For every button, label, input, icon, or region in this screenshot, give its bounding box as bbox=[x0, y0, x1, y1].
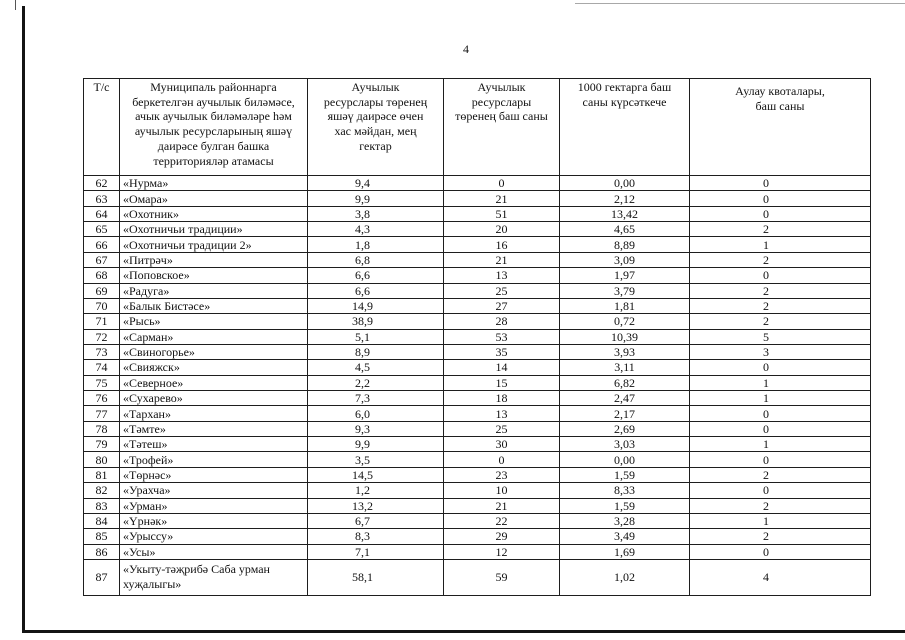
quota-cell: 0 bbox=[690, 421, 871, 436]
header-population-count: Аучылык ресурслары төренең баш саны bbox=[444, 79, 560, 176]
header-territory-name: Муниципаль районнарга беркетелгән аучылык биләмәсе, ачык аучылык биләмәләре һәм аучылык ресурсларының яшәү даирәсе булган башка территорияләр атамасы bbox=[120, 79, 308, 176]
habitat-area-cell: 9,4 bbox=[308, 176, 444, 191]
density-cell: 0,00 bbox=[560, 452, 690, 467]
quota-cell: 2 bbox=[690, 498, 871, 513]
density-cell: 8,33 bbox=[560, 483, 690, 498]
habitat-area-cell: 3,5 bbox=[308, 452, 444, 467]
table-header-row bbox=[84, 79, 871, 176]
quota-cell: 1 bbox=[690, 437, 871, 452]
density-cell: 3,03 bbox=[560, 437, 690, 452]
quota-cell: 2 bbox=[690, 529, 871, 544]
population-count-cell: 23 bbox=[444, 467, 560, 482]
table-row bbox=[84, 498, 871, 513]
quota-cell: 1 bbox=[690, 391, 871, 406]
territory-name-cell: «Свияжск» bbox=[120, 360, 308, 375]
habitat-area-cell: 8,9 bbox=[308, 344, 444, 359]
territory-name-cell: «Омара» bbox=[120, 191, 308, 206]
territory-name-cell: «Үрнәк» bbox=[120, 513, 308, 528]
habitat-area-cell: 2,2 bbox=[308, 375, 444, 390]
habitat-area-cell: 6,6 bbox=[308, 268, 444, 283]
header-density: 1000 гектарга баш саны күрсәткече bbox=[560, 79, 690, 176]
row-number-cell: 78 bbox=[84, 421, 120, 436]
density-cell: 1,69 bbox=[560, 544, 690, 559]
population-count-cell: 20 bbox=[444, 222, 560, 237]
density-cell: 0,00 bbox=[560, 176, 690, 191]
territory-name-cell: «Төрнәс» bbox=[120, 467, 308, 482]
quota-cell: 0 bbox=[690, 206, 871, 221]
territory-name-cell: «Нурма» bbox=[120, 176, 308, 191]
habitat-area-cell: 6,6 bbox=[308, 283, 444, 298]
row-number-cell: 73 bbox=[84, 344, 120, 359]
table-row bbox=[84, 406, 871, 421]
scan-edge-top bbox=[575, 3, 905, 4]
quota-cell: 2 bbox=[690, 298, 871, 313]
density-cell: 3,11 bbox=[560, 360, 690, 375]
territory-name-cell: «Трофей» bbox=[120, 452, 308, 467]
quota-cell: 1 bbox=[690, 375, 871, 390]
table-row bbox=[84, 467, 871, 482]
row-number-cell: 87 bbox=[84, 559, 120, 595]
header-habitat-area: Аучылык ресурслары төренең яшәү даирәсе өчен хас мәйдан, мең гектар bbox=[308, 79, 444, 176]
density-cell: 4,65 bbox=[560, 222, 690, 237]
territory-name-cell: «Северное» bbox=[120, 375, 308, 390]
quota-cell: 2 bbox=[690, 467, 871, 482]
scan-edge-bottom bbox=[22, 630, 905, 633]
territory-name-cell: «Радуга» bbox=[120, 283, 308, 298]
row-number-cell: 80 bbox=[84, 452, 120, 467]
table-row bbox=[84, 544, 871, 559]
population-count-cell: 21 bbox=[444, 498, 560, 513]
density-cell: 2,17 bbox=[560, 406, 690, 421]
quota-cell: 0 bbox=[690, 483, 871, 498]
habitat-area-cell: 6,0 bbox=[308, 406, 444, 421]
table-row bbox=[84, 268, 871, 283]
habitat-area-cell: 7,1 bbox=[308, 544, 444, 559]
row-number-cell: 85 bbox=[84, 529, 120, 544]
habitat-area-cell: 3,8 bbox=[308, 206, 444, 221]
territory-name-cell: «Тәтеш» bbox=[120, 437, 308, 452]
table-row bbox=[84, 191, 871, 206]
header-number: Т/с bbox=[84, 79, 120, 176]
table-row bbox=[84, 222, 871, 237]
territory-name-cell: «Урыссу» bbox=[120, 529, 308, 544]
table-row bbox=[84, 314, 871, 329]
habitat-area-cell: 13,2 bbox=[308, 498, 444, 513]
density-cell: 0,72 bbox=[560, 314, 690, 329]
quota-cell: 3 bbox=[690, 344, 871, 359]
habitat-area-cell: 14,9 bbox=[308, 298, 444, 313]
row-number-cell: 79 bbox=[84, 437, 120, 452]
habitat-area-cell: 14,5 bbox=[308, 467, 444, 482]
quota-cell: 1 bbox=[690, 237, 871, 252]
habitat-area-cell: 8,3 bbox=[308, 529, 444, 544]
population-count-cell: 12 bbox=[444, 544, 560, 559]
quota-cell: 0 bbox=[690, 191, 871, 206]
quota-cell: 1 bbox=[690, 513, 871, 528]
row-number-cell: 75 bbox=[84, 375, 120, 390]
row-number-cell: 72 bbox=[84, 329, 120, 344]
territory-name-cell: «Охотничьи традиции 2» bbox=[120, 237, 308, 252]
territory-name-cell: «Сарман» bbox=[120, 329, 308, 344]
density-cell: 13,42 bbox=[560, 206, 690, 221]
habitat-area-cell: 1,8 bbox=[308, 237, 444, 252]
table-row bbox=[84, 360, 871, 375]
density-cell: 3,28 bbox=[560, 513, 690, 528]
territory-name-cell: «Свиногорье» bbox=[120, 344, 308, 359]
population-count-cell: 30 bbox=[444, 437, 560, 452]
quota-cell: 2 bbox=[690, 252, 871, 267]
quota-cell: 4 bbox=[690, 559, 871, 595]
population-count-cell: 10 bbox=[444, 483, 560, 498]
scan-edge-mark bbox=[15, 0, 16, 10]
table-row bbox=[84, 176, 871, 191]
habitat-area-cell: 9,9 bbox=[308, 191, 444, 206]
density-cell: 3,09 bbox=[560, 252, 690, 267]
row-number-cell: 70 bbox=[84, 298, 120, 313]
population-count-cell: 14 bbox=[444, 360, 560, 375]
hunting-quota-table bbox=[83, 78, 871, 596]
quota-cell: 0 bbox=[690, 360, 871, 375]
quota-cell: 2 bbox=[690, 314, 871, 329]
table-row bbox=[84, 483, 871, 498]
territory-name-cell: «Урахча» bbox=[120, 483, 308, 498]
quota-cell: 5 bbox=[690, 329, 871, 344]
density-cell: 6,82 bbox=[560, 375, 690, 390]
density-cell: 2,12 bbox=[560, 191, 690, 206]
population-count-cell: 29 bbox=[444, 529, 560, 544]
table-row bbox=[84, 452, 871, 467]
population-count-cell: 53 bbox=[444, 329, 560, 344]
table-row bbox=[84, 375, 871, 390]
territory-name-cell: «Рысь» bbox=[120, 314, 308, 329]
quota-cell: 2 bbox=[690, 222, 871, 237]
density-cell: 10,39 bbox=[560, 329, 690, 344]
row-number-cell: 66 bbox=[84, 237, 120, 252]
table-row bbox=[84, 529, 871, 544]
scan-edge-left bbox=[22, 6, 25, 633]
row-number-cell: 74 bbox=[84, 360, 120, 375]
table-row bbox=[84, 206, 871, 221]
table-row bbox=[84, 329, 871, 344]
habitat-area-cell: 4,3 bbox=[308, 222, 444, 237]
population-count-cell: 13 bbox=[444, 406, 560, 421]
table-row bbox=[84, 559, 871, 595]
table-row bbox=[84, 344, 871, 359]
population-count-cell: 22 bbox=[444, 513, 560, 528]
population-count-cell: 21 bbox=[444, 252, 560, 267]
population-count-cell: 59 bbox=[444, 559, 560, 595]
density-cell: 1,97 bbox=[560, 268, 690, 283]
row-number-cell: 62 bbox=[84, 176, 120, 191]
table-row bbox=[84, 421, 871, 436]
population-count-cell: 25 bbox=[444, 421, 560, 436]
territory-name-cell: «Укыту-тәҗрибә Саба урман хуҗалыгы» bbox=[120, 559, 308, 595]
population-count-cell: 35 bbox=[444, 344, 560, 359]
population-count-cell: 21 bbox=[444, 191, 560, 206]
page-number: 4 bbox=[463, 42, 469, 56]
territory-name-cell: «Тархан» bbox=[120, 406, 308, 421]
row-number-cell: 64 bbox=[84, 206, 120, 221]
territory-name-cell: «Охотничьи традиции» bbox=[120, 222, 308, 237]
territory-name-cell: «Тәмте» bbox=[120, 421, 308, 436]
row-number-cell: 69 bbox=[84, 283, 120, 298]
density-cell: 1,02 bbox=[560, 559, 690, 595]
habitat-area-cell: 38,9 bbox=[308, 314, 444, 329]
table-row bbox=[84, 513, 871, 528]
habitat-area-cell: 5,1 bbox=[308, 329, 444, 344]
density-cell: 3,93 bbox=[560, 344, 690, 359]
table-row bbox=[84, 252, 871, 267]
table-row bbox=[84, 298, 871, 313]
territory-name-cell: «Охотник» bbox=[120, 206, 308, 221]
row-number-cell: 83 bbox=[84, 498, 120, 513]
row-number-cell: 76 bbox=[84, 391, 120, 406]
header-quota: Аулау квоталары, баш саны bbox=[690, 79, 871, 176]
row-number-cell: 65 bbox=[84, 222, 120, 237]
row-number-cell: 63 bbox=[84, 191, 120, 206]
population-count-cell: 16 bbox=[444, 237, 560, 252]
territory-name-cell: «Сухарево» bbox=[120, 391, 308, 406]
row-number-cell: 82 bbox=[84, 483, 120, 498]
table-row bbox=[84, 237, 871, 252]
population-count-cell: 25 bbox=[444, 283, 560, 298]
population-count-cell: 15 bbox=[444, 375, 560, 390]
quota-cell: 0 bbox=[690, 176, 871, 191]
population-count-cell: 27 bbox=[444, 298, 560, 313]
row-number-cell: 77 bbox=[84, 406, 120, 421]
population-count-cell: 0 bbox=[444, 452, 560, 467]
population-count-cell: 28 bbox=[444, 314, 560, 329]
territory-name-cell: «Урман» bbox=[120, 498, 308, 513]
row-number-cell: 84 bbox=[84, 513, 120, 528]
habitat-area-cell: 9,9 bbox=[308, 437, 444, 452]
density-cell: 2,69 bbox=[560, 421, 690, 436]
population-count-cell: 13 bbox=[444, 268, 560, 283]
density-cell: 3,49 bbox=[560, 529, 690, 544]
habitat-area-cell: 1,2 bbox=[308, 483, 444, 498]
population-count-cell: 18 bbox=[444, 391, 560, 406]
row-number-cell: 71 bbox=[84, 314, 120, 329]
quota-cell: 0 bbox=[690, 452, 871, 467]
density-cell: 8,89 bbox=[560, 237, 690, 252]
habitat-area-cell: 6,8 bbox=[308, 252, 444, 267]
quota-cell: 0 bbox=[690, 544, 871, 559]
territory-name-cell: «Балык Бистәсе» bbox=[120, 298, 308, 313]
population-count-cell: 0 bbox=[444, 176, 560, 191]
habitat-area-cell: 58,1 bbox=[308, 559, 444, 595]
quota-cell: 2 bbox=[690, 283, 871, 298]
row-number-cell: 81 bbox=[84, 467, 120, 482]
territory-name-cell: «Поповское» bbox=[120, 268, 308, 283]
quota-cell: 0 bbox=[690, 268, 871, 283]
habitat-area-cell: 7,3 bbox=[308, 391, 444, 406]
row-number-cell: 86 bbox=[84, 544, 120, 559]
habitat-area-cell: 6,7 bbox=[308, 513, 444, 528]
density-cell: 1,81 bbox=[560, 298, 690, 313]
habitat-area-cell: 4,5 bbox=[308, 360, 444, 375]
territory-name-cell: «Усы» bbox=[120, 544, 308, 559]
population-count-cell: 51 bbox=[444, 206, 560, 221]
density-cell: 1,59 bbox=[560, 498, 690, 513]
quota-cell: 0 bbox=[690, 406, 871, 421]
density-cell: 1,59 bbox=[560, 467, 690, 482]
density-cell: 3,79 bbox=[560, 283, 690, 298]
table-row bbox=[84, 283, 871, 298]
table-row bbox=[84, 391, 871, 406]
density-cell: 2,47 bbox=[560, 391, 690, 406]
row-number-cell: 68 bbox=[84, 268, 120, 283]
habitat-area-cell: 9,3 bbox=[308, 421, 444, 436]
territory-name-cell: «Питрәч» bbox=[120, 252, 308, 267]
row-number-cell: 67 bbox=[84, 252, 120, 267]
table-row bbox=[84, 437, 871, 452]
